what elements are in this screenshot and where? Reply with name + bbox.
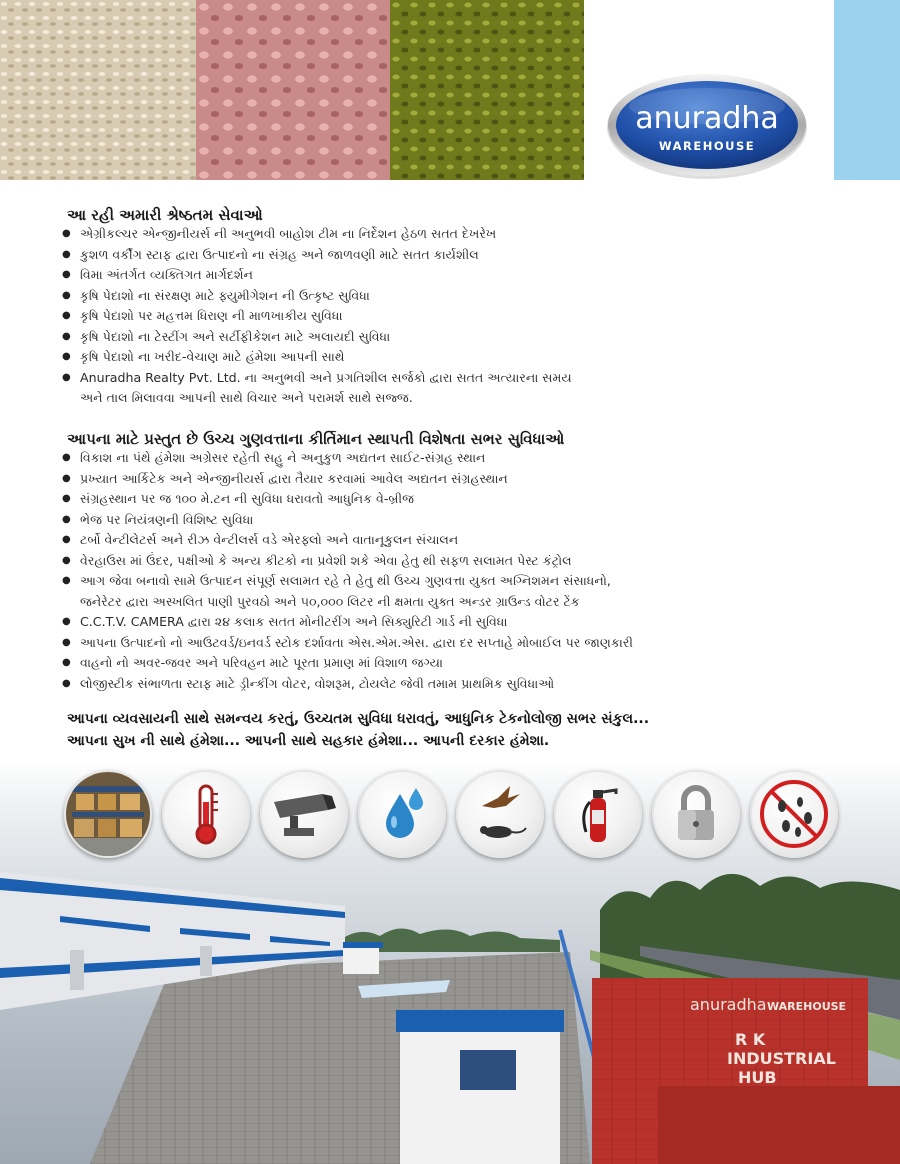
fire-extinguisher-icon: [554, 770, 642, 858]
warehouse-scene: [0, 860, 900, 1164]
accent-bar: [834, 0, 900, 180]
list-item: ● સંગ્રહસ્થાન પર જ ૧૦૦ મે.ટન ની સુવિધા ધરાવતો આધુનિક વે-બ્રીજ: [62, 489, 633, 510]
sign-line-1: R K: [735, 1030, 766, 1049]
list-item: ● આપના ઉત્પાદનો નો આઉટવર્ડ/ઇનવર્ડ સ્ટોક દર્શાવતા એસ.એમ.એસ. દ્વારા દર સપ્તાહે મોબાઈલ પર જાણકારી: [62, 633, 633, 654]
list-item: ● કૃષિ પેદાશો ના ટેસ્ટીંગ અને સર્ટીફીકેશન માટે અલાયદી સુવિધા: [62, 327, 572, 348]
cctv-camera-icon: [260, 770, 348, 858]
list-item: ● કૃષિ પેદાશો ના ખરીદ-વેચાણ માટે હંમેશા આપની સાથે: [62, 347, 572, 368]
features-list: [62, 448, 633, 694]
sign-brand-sub: WAREHOUSE: [767, 1000, 847, 1013]
sign-line-2: INDUSTRIAL: [727, 1049, 836, 1068]
facility-icons-row: [64, 770, 854, 862]
list-item: ● કુશળ વર્કીંગ સ્ટાફ દ્વારા ઉત્પાદનો ના સંગ્રહ અને જાળવણી માટે સતત કાર્યશીલ: [62, 245, 572, 266]
list-item: ● ટર્બો વેન્ટીલેટર્સ અને રીઝ વેન્ટીલર્સ વડે એરફ્લો અને વાતાનૂકુલન સંચાલન: [62, 530, 633, 551]
list-item: ● કૃષિ પેદાશો ના સંરક્ષણ માટે ફ્યુમીગેશન ની ઉત્કૃષ્ટ સુવિધા: [62, 286, 572, 307]
thermometer-icon: [162, 770, 250, 858]
list-item: ● એગ્રીકલ્ચર એન્જીનીયર્સ ની અનુભવી બાહોશ ટીમ ના નિર્દેશન હેઠળ સતત દેખરેખ: [62, 224, 572, 245]
sign-line-3: HUB: [738, 1068, 777, 1087]
services-list: [62, 224, 572, 409]
list-item: ● ભેજ પર નિયંત્રણની વિશિષ્ટ સુવિધા: [62, 510, 633, 531]
list-item: ● આગ જેવા બનાવો સામે ઉત્પાદન સંપૂર્ણ સલામત રહે તે હેતુ થી ઉચ્ચ ગુણવત્તા યુક્ત અગ્નિશમન સંસાધનો, જનેરેટર દ્વારા અસ્ખલિત પાણી પુરવઠો અને ૫૦,૦૦૦ લિટર ની ક્ષમતા યુક્ત અન્ડર ગ્રાઉન્ડ વોટર ટેંક: [62, 571, 633, 612]
no-pests-icon: [750, 770, 838, 858]
list-item: ● વાહનો નો અવર-જવર અને પરિવહન માટે પૂરતા પ્રમાણ માં વિશાળ જગ્યા: [62, 653, 633, 674]
sign-brand: anuradha: [690, 995, 767, 1014]
list-item: ● Anuradha Realty Pvt. Ltd. ના અનુભવી અને પ્રગતિશીલ સર્જકો દ્વારા સતત અત્યારના સમય અને તાલ મિલાવવા આપની સાથે વિચાર અને પરામર્શ સાથે સજ્જ.: [62, 368, 572, 409]
peanuts-photo: [196, 0, 390, 180]
bird-rat-icon: [456, 770, 544, 858]
logo-brand-text: anuradha: [635, 101, 779, 136]
features-heading: આપના માટે પ્રસ્તુત છે ઉચ્ચ ગુણવત્તાના કીર્તિમાન સ્થાપતી વિશેષતા સભર સુવિધાઓ: [67, 430, 565, 448]
logo-sub-text: WAREHOUSE: [658, 139, 756, 153]
water-drop-icon: [358, 770, 446, 858]
list-item: ● પ્રખ્યાત આર્કિટેક અને એન્જીનીયર્સ દ્વારા તૈયાર કરવામાં આવેલ અદ્યતન સંગ્રહસ્થાન: [62, 469, 633, 490]
list-item: ● વિમા અંતર્ગત વ્યક્તિગત માર્ગદર્શન: [62, 265, 572, 286]
services-heading: આ રહી અમારી શ્રેષ્ઠતમ સેવાઓ: [67, 206, 263, 224]
tagline-line-2: આપના સુખ ની સાથે હંમેશા... આપની સાથે સહકાર હંમેશા... આપની દરકાર હંમેશા.: [67, 733, 550, 749]
tagline-line-1: આપના વ્યવસાયની સાથે સમન્વય કરતું, ઉચ્ચતમ સુવિધા ધરાવતું, આધુનિક ટેકનોલોજી સભર સંકુલ...: [67, 711, 650, 727]
list-item: ● C.C.T.V. CAMERA દ્વારા ૨૪ કલાક સતત મોનીટરીંગ અને સિક્યુરિટી ગાર્ડ ની સુવિધા: [62, 612, 633, 633]
list-item: ● વેરહાઉસ માં ઉંદર, પક્ષીઓ કે અન્ય કીટકો ના પ્રવેશી શકે એવા હેતુ થી સફળ સલામત પેસ્ટ કંટ્રોલ: [62, 551, 633, 572]
moong-beans-photo: [390, 0, 584, 180]
padlock-icon: [652, 770, 740, 858]
list-item: ● કૃષિ પેદાશો પર મહત્તમ ધિરાણ ની માળખાકીય સુવિધા: [62, 306, 572, 327]
list-item: ● લોજીસ્ટીક સંભાળતા સ્ટાફ માટે ડ્રીન્કીંગ વોટર, વોશરૂમ, ટોયલેટ જેવી તમામ પ્રાથમિક સુવિધાઓ: [62, 674, 633, 695]
sesame-seeds-photo: [0, 0, 196, 180]
list-item: ● વિકાશ ના પંથે હંમેશા અગ્રેસર રહેતી સહુ ને અનુકુળ અદ્યતન સાઈટ-સંગ્રહ સ્થાન: [62, 448, 633, 469]
anuradha-logo: [605, 72, 809, 182]
logo-area: [584, 0, 834, 180]
warehouse-icon: [64, 770, 152, 858]
